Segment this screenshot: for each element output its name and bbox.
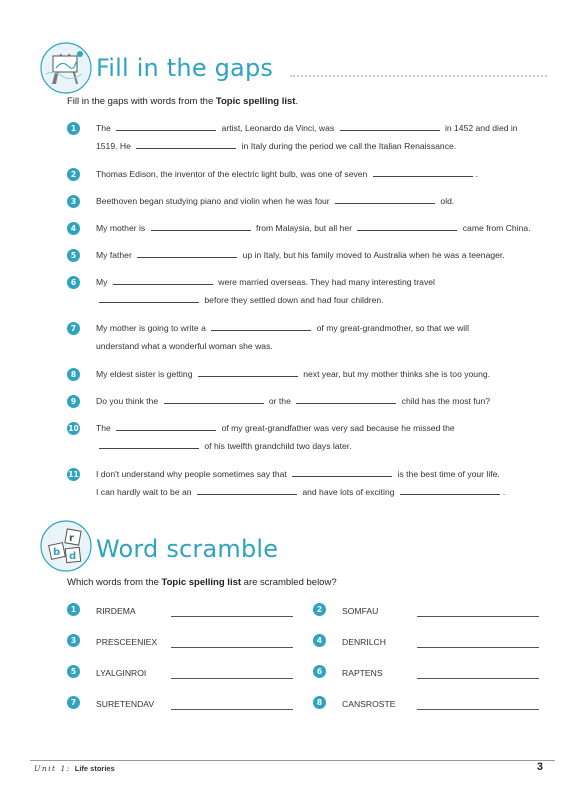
scramble-number-badge: 8 xyxy=(313,696,326,709)
scrambled-word: PRESCEENIEX xyxy=(96,637,158,647)
letter-blocks-icon xyxy=(38,518,94,574)
question-text: My mother is xyxy=(96,223,148,233)
question-text-line xyxy=(96,487,505,498)
scrambled-word: RIRDEMA xyxy=(96,606,136,616)
question-text: 1519. He xyxy=(96,141,134,151)
question-text: My mother is going to write a xyxy=(96,323,209,333)
question-text: The xyxy=(96,423,114,433)
question-text: came from China. xyxy=(460,223,531,233)
scrambled-word: SOMFAU xyxy=(342,606,379,616)
question-text: . xyxy=(475,169,479,179)
question-text: in Italy during the period we call the Italian Renaissance. xyxy=(239,141,457,151)
scramble-number-badge: 2 xyxy=(313,603,326,616)
scramble-answer-line[interactable] xyxy=(171,709,293,710)
scramble-answer-line[interactable] xyxy=(417,678,539,679)
question-text: understand what a wonderful woman she was. xyxy=(96,341,273,351)
painter-easel-icon xyxy=(38,40,94,96)
answer-blank[interactable] xyxy=(340,123,440,131)
question-number-badge: 9 xyxy=(67,395,80,408)
question-text-line xyxy=(96,323,469,334)
scramble-number-badge: 5 xyxy=(67,665,80,678)
answer-blank[interactable] xyxy=(292,469,392,477)
answer-blank[interactable] xyxy=(164,396,264,404)
fill-section-title: Fill in the gaps xyxy=(96,54,274,82)
title-divider xyxy=(290,75,547,77)
scramble-number-badge: 4 xyxy=(313,634,326,647)
question-text-line xyxy=(96,250,505,261)
question-number-badge: 3 xyxy=(67,195,80,208)
svg-text:r: r xyxy=(69,533,74,544)
question-text-line xyxy=(96,441,352,452)
answer-blank[interactable] xyxy=(99,441,199,449)
scramble-number-badge: 3 xyxy=(67,634,80,647)
question-text: The xyxy=(96,123,114,133)
svg-text:d: d xyxy=(69,551,77,562)
question-number-badge: 2 xyxy=(67,168,80,181)
question-number-badge: 6 xyxy=(67,276,80,289)
question-text: next year, but my mother thinks she is too young. xyxy=(300,369,491,379)
question-text: My xyxy=(96,277,110,287)
question-number-badge: 7 xyxy=(67,322,80,335)
scrambled-word: LYALGINROI xyxy=(96,668,147,678)
answer-blank[interactable] xyxy=(400,487,500,495)
question-text: and have lots of exciting xyxy=(299,487,397,497)
scrambled-word: RAPTENS xyxy=(342,668,383,678)
scramble-answer-line[interactable] xyxy=(417,616,539,617)
footer-unit-label: Unit 1: Life stories xyxy=(34,764,115,773)
scramble-number-badge: 1 xyxy=(67,603,80,616)
question-text: My eldest sister is getting xyxy=(96,369,195,379)
question-text: child has the most fun? xyxy=(399,396,491,406)
question-text-line xyxy=(96,396,490,407)
question-text: up in Italy, but his family moved to Australia when he was a teenager. xyxy=(240,250,505,260)
answer-blank[interactable] xyxy=(198,369,298,377)
question-text-line xyxy=(96,196,454,207)
answer-blank[interactable] xyxy=(116,123,216,131)
question-text: were married overseas. They had many interesting travel xyxy=(215,277,435,287)
answer-blank[interactable] xyxy=(99,295,199,303)
question-text-line xyxy=(96,223,531,234)
scramble-answer-line[interactable] xyxy=(171,647,293,648)
question-text: before they settled down and had four children. xyxy=(202,295,384,305)
scramble-number-badge: 7 xyxy=(67,696,80,709)
question-text-line xyxy=(96,423,455,434)
question-text-line xyxy=(96,169,478,180)
question-text-line xyxy=(96,141,456,152)
scrambled-word: CANSROSTE xyxy=(342,699,396,709)
question-text: artist, Leonardo da Vinci, was xyxy=(219,123,337,133)
scramble-instructions: Which words from the Topic spelling list are scrambled below? xyxy=(67,577,337,588)
question-number-badge: 10 xyxy=(68,424,79,433)
question-number-badge: 4 xyxy=(67,222,80,235)
question-number-badge: 11 xyxy=(68,470,79,479)
question-text: of my great-grandfather was very sad because he missed the xyxy=(219,423,455,433)
question-text: Do you think the xyxy=(96,396,161,406)
answer-blank[interactable] xyxy=(373,169,473,177)
question-number-badge: 5 xyxy=(67,249,80,262)
scramble-number-badge: 6 xyxy=(313,665,326,678)
scramble-answer-line[interactable] xyxy=(171,678,293,679)
question-text: in 1452 and died in xyxy=(442,123,518,133)
question-text: I can hardly wait to be an xyxy=(96,487,194,497)
answer-blank[interactable] xyxy=(296,396,396,404)
question-text: Beethoven began studying piano and violin when he was four xyxy=(96,196,333,206)
svg-text:b: b xyxy=(53,547,61,558)
question-text-line xyxy=(96,277,435,288)
question-text: of his twelfth grandchild two days later. xyxy=(202,441,352,451)
page-number: 3 xyxy=(536,761,543,773)
question-text: old. xyxy=(438,196,455,206)
answer-blank[interactable] xyxy=(136,141,236,149)
answer-blank[interactable] xyxy=(335,196,435,204)
scramble-answer-line[interactable] xyxy=(417,647,539,648)
question-text: from Malaysia, but all her xyxy=(253,223,355,233)
footer-divider xyxy=(30,760,555,761)
answer-blank[interactable] xyxy=(357,223,457,231)
question-text-line xyxy=(96,369,490,380)
scramble-answer-line[interactable] xyxy=(417,709,539,710)
question-text: I don't understand why people sometimes say that xyxy=(96,469,290,479)
question-text: . xyxy=(502,487,506,497)
scramble-section-title: Word scramble xyxy=(96,535,279,563)
answer-blank[interactable] xyxy=(113,277,213,285)
question-text: Thomas Edison, the inventor of the electric light bulb, was one of seven xyxy=(96,169,370,179)
answer-blank[interactable] xyxy=(151,223,251,231)
question-text-line xyxy=(96,123,518,134)
answer-blank[interactable] xyxy=(211,323,311,331)
answer-blank[interactable] xyxy=(116,423,216,431)
question-text: of my great-grandmother, so that we will xyxy=(314,323,470,333)
question-text: or the xyxy=(266,396,294,406)
fill-instructions: Fill in the gaps with words from the Topic spelling list. xyxy=(67,96,299,107)
question-text-line xyxy=(96,341,273,352)
question-number-badge: 8 xyxy=(67,368,80,381)
scrambled-word: DENRILCH xyxy=(342,637,386,647)
answer-blank[interactable] xyxy=(197,487,297,495)
question-text-line xyxy=(96,295,384,306)
answer-blank[interactable] xyxy=(137,250,237,258)
question-number-badge: 1 xyxy=(67,122,80,135)
question-text: My father xyxy=(96,250,135,260)
scramble-answer-line[interactable] xyxy=(171,616,293,617)
question-text: is the best time of your life. xyxy=(395,469,500,479)
question-text-line xyxy=(96,469,500,480)
scrambled-word: SURETENDAV xyxy=(96,699,155,709)
